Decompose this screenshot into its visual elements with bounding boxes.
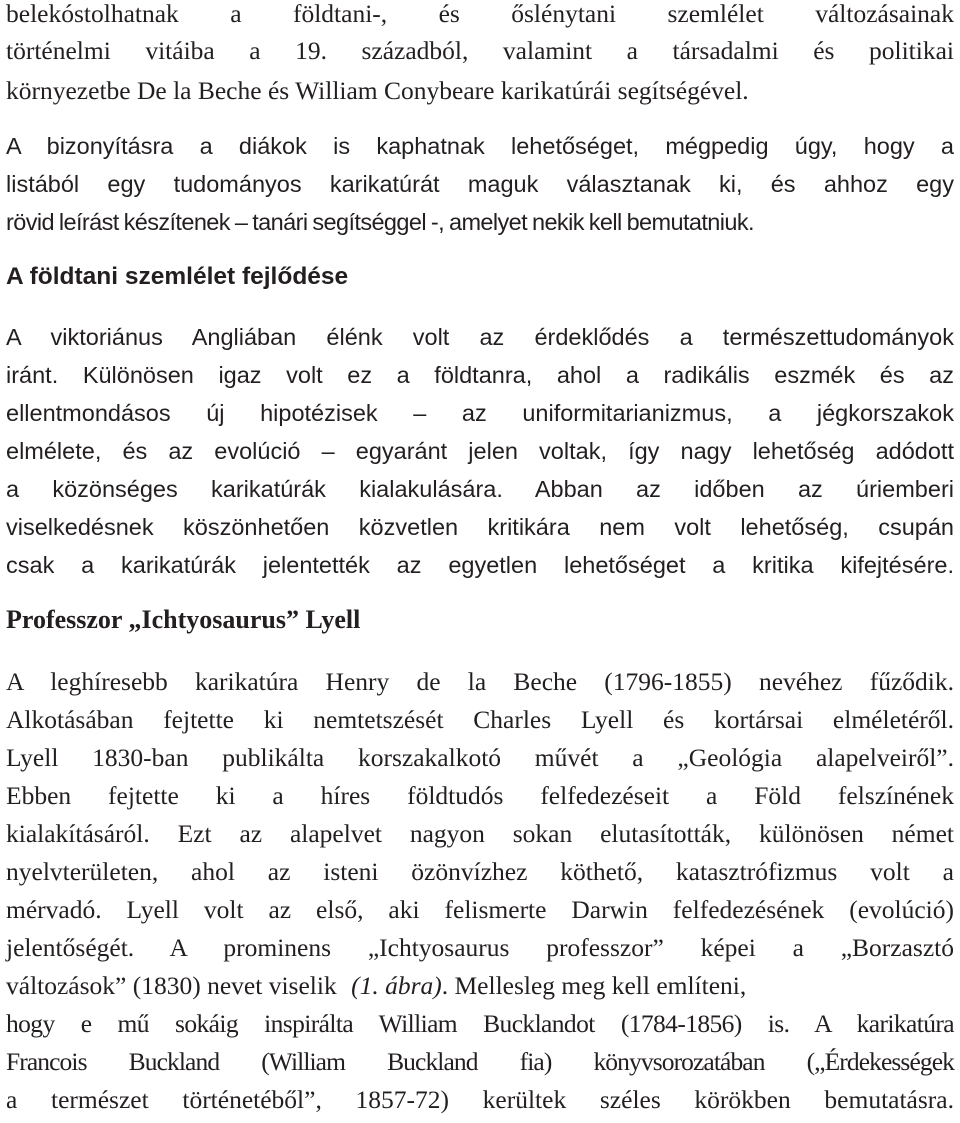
paragraph-students-line-3: rövid leírást készítenek – tanári segítséggel -, amelyet nekik kell bemutatniuk. xyxy=(6,209,754,235)
paragraph-lyell-line-10: hogy e mű sokáig inspirálta William Bucklandot (1784-1856) is. A karikatúra xyxy=(6,1009,954,1038)
paragraph-victorian-line-2: iránt. Különösen igaz volt ez a földtanra, ahol a radikális eszmék és az xyxy=(6,362,954,388)
paragraph-lyell-line-8: jelentőségét. A prominens „Ichtyosaurus professzor” képei a „Borzasztó xyxy=(6,933,954,962)
paragraph-lyell-line-7: mérvadó. Lyell volt az első, aki felismerte Darwin felfedezésének (evolúció) xyxy=(6,895,954,924)
line-9-text: változások” (1830) nevet viselik xyxy=(6,971,344,1000)
paragraph-lyell-line-9 xyxy=(6,968,954,1004)
paragraph-intro-line-2: történelmi vitáiba a 19. századból, valamint a társadalmi és politikai xyxy=(6,36,954,65)
line-9-tail: . Mellesleg meg kell említeni, xyxy=(441,971,747,1000)
section-heading-geology: A földtani szemlélet fejlődése xyxy=(6,263,349,290)
paragraph-lyell-line-3: Lyell 1830-ban publikálta korszakalkotó művét a „Geológia alapelveiről”. xyxy=(6,743,954,772)
paragraph-students-line-1: A bizonyításra a diákok is kaphatnak lehetőséget, mégpedig úgy, hogy a xyxy=(6,133,954,159)
paragraph-intro-line-3: környezetbe De la Beche és William Conybeare karikatúrái segítségével. xyxy=(6,76,749,105)
paragraph-victorian-line-3: ellentmondásos új hipotézisek – az uniformitarianizmus, a jégkorszakok xyxy=(6,400,954,426)
paragraph-students-line-2: listából egy tudományos karikatúrát maguk választanak ki, és ahhoz egy xyxy=(6,171,954,197)
paragraph-lyell-line-4: Ebben fejtette ki a híres földtudós felfedezéseit a Föld felszínének xyxy=(6,781,954,810)
paragraph-victorian-line-4: elmélete, és az evolúció – egyaránt jelen voltak, így nagy lehetőség adódott xyxy=(6,438,954,464)
paragraph-lyell-line-6: nyelvterületen, ahol az isteni özönvízhez köthető, katasztrófizmus volt a xyxy=(6,857,954,886)
paragraph-lyell-line-1: A leghíresebb karikatúra Henry de la Beche (1796-1855) nevéhez fűződik. xyxy=(6,667,954,696)
figure-reference: (1. ábra) xyxy=(351,971,442,1000)
section-heading-lyell: Professzor „Ichtyosaurus” Lyell xyxy=(6,605,361,634)
paragraph-victorian-line-5: a közönséges karikatúrák kialakulására. Abban az időben az úriemberi xyxy=(6,476,954,502)
paragraph-intro-line-1: belekóstolhatnak a földtani-, és őslénytani szemlélet változásainak xyxy=(6,0,954,28)
paragraph-lyell-line-2: Alkotásában fejtette ki nemtetszését Charles Lyell és kortársai elméletéről. xyxy=(6,705,954,734)
paragraph-victorian-line-7: csak a karikatúrák jelentették az egyetlen lehetőséget a kritika kifejtésére. xyxy=(6,552,954,578)
paragraph-lyell-line-5: kialakításáról. Ezt az alapelvet nagyon sokan elutasították, különösen német xyxy=(6,819,954,848)
paragraph-victorian-line-6: viselkedésnek köszönhetően közvetlen kritikára nem volt lehetőség, csupán xyxy=(6,514,954,540)
paragraph-lyell-line-11: Francois Buckland (William Buckland fia) könyvsorozatában („Érdekességek xyxy=(6,1047,954,1076)
paragraph-victorian-line-1: A viktoriánus Angliában élénk volt az érdeklődés a természettudományok xyxy=(6,324,954,350)
paragraph-lyell-line-12: a természet történetéből”, 1857-72) kerültek széles körökben bemutatásra. xyxy=(6,1085,954,1114)
